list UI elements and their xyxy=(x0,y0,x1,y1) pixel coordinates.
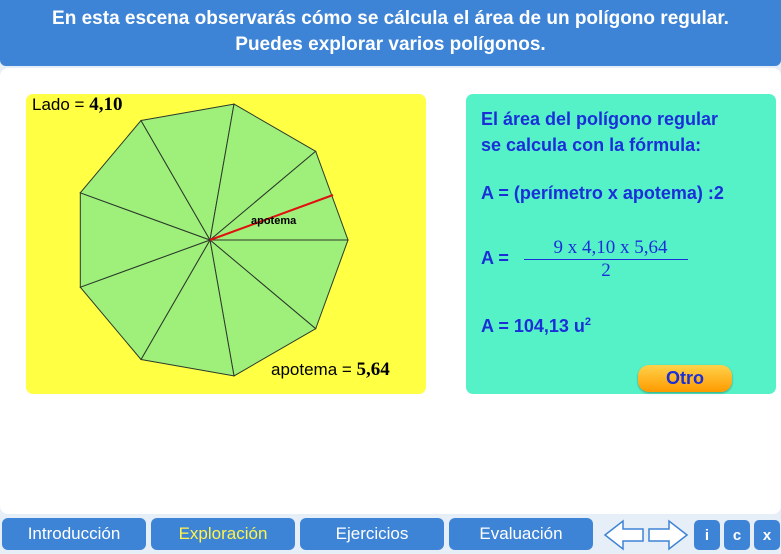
apothem-tag: apotema xyxy=(251,215,297,227)
side-length-label: Lado = xyxy=(32,95,90,114)
area-result-text: A = 104,13 u xyxy=(481,316,585,336)
polygon-wedges xyxy=(80,104,348,376)
nav-arrows xyxy=(603,518,689,552)
polygon-figure xyxy=(26,94,426,394)
polygon-panel xyxy=(26,94,426,394)
fraction-denominator: 2 xyxy=(601,260,611,281)
header-line-2: Puedes explorar varios polígonos. xyxy=(235,34,546,55)
formula-intro-line-2: se calcula con la fórmula: xyxy=(481,135,702,155)
apothem-readout xyxy=(271,359,390,381)
apothem-label: apotema = xyxy=(271,360,357,379)
credits-button[interactable]: c xyxy=(724,520,750,550)
otro-button[interactable]: Otro xyxy=(638,365,732,392)
bottom-nav xyxy=(0,516,781,554)
header-line-1: En esta escena observarás cómo se cálcula el área de un polígono regular. xyxy=(52,8,729,29)
header-banner xyxy=(0,0,781,66)
side-length-value: 4,10 xyxy=(89,94,123,115)
info-button[interactable]: i xyxy=(694,520,720,550)
tab-evaluacion[interactable]: Evaluación xyxy=(449,518,593,550)
area-equals-label: A = xyxy=(481,248,509,268)
general-formula: A = (perímetro x apotema) :2 xyxy=(481,183,724,203)
close-button[interactable]: x xyxy=(754,520,780,550)
area-result-exponent: 2 xyxy=(584,316,592,328)
back-arrow-icon[interactable] xyxy=(605,521,643,549)
side-length-readout xyxy=(32,94,122,116)
formula-panel xyxy=(466,94,776,394)
formula-intro xyxy=(481,106,718,158)
fraction-numerator: 9 x 4,10 x 5,64 xyxy=(553,237,668,258)
formula-intro-line-1: El área del polígono regular xyxy=(481,109,719,129)
tab-exploracion[interactable]: Exploración xyxy=(151,518,295,550)
forward-arrow-icon[interactable] xyxy=(649,521,687,549)
tab-introduccion[interactable]: Introducción xyxy=(2,518,146,550)
area-result xyxy=(481,316,591,337)
apothem-value: 5,64 xyxy=(356,359,390,380)
tab-ejercicios[interactable]: Ejercicios xyxy=(300,518,444,550)
